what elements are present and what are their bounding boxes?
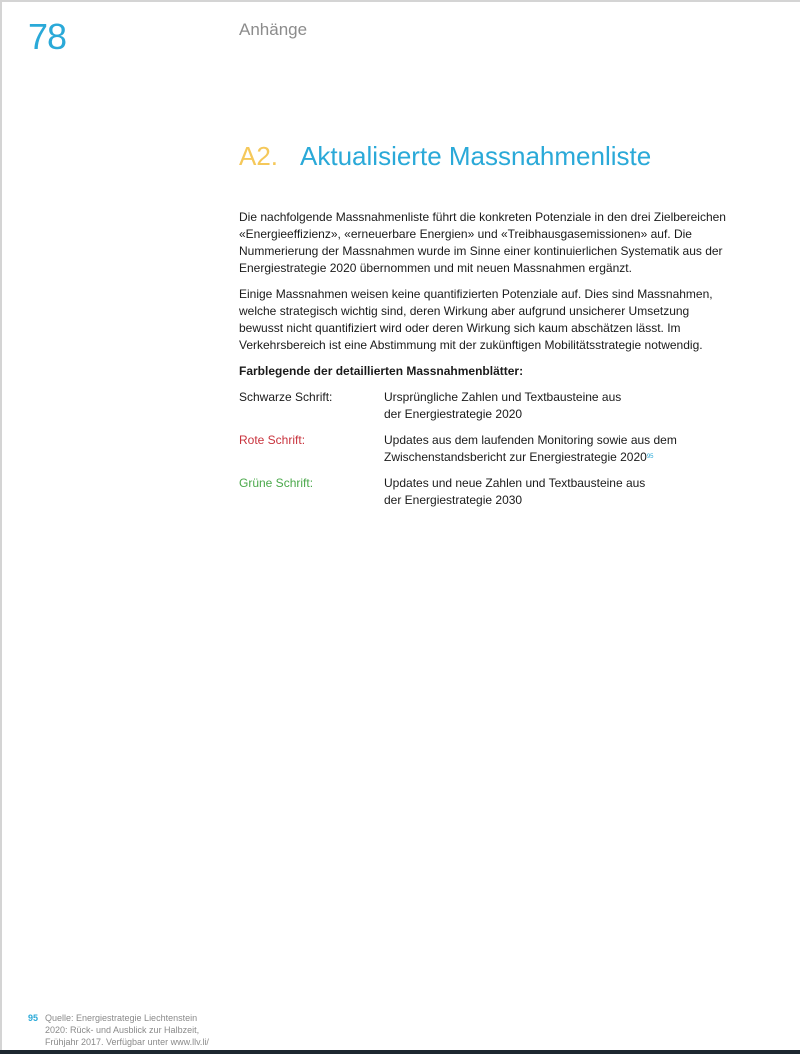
section-title: Anhänge — [239, 20, 308, 39]
footnote-line: Quelle: Energiestrategie Liechtenstein — [45, 1013, 198, 1023]
legend-line: Ursprüngliche Zahlen und Textbausteine aus — [384, 390, 622, 404]
legend-key: Rote Schrift: — [239, 433, 306, 447]
legend-row-green — [239, 475, 729, 509]
legend-description — [384, 432, 677, 466]
legend-row-black — [239, 389, 729, 423]
footnote-line: 2020: Rück- und Ausblick zur Halbzeit, — [45, 1025, 200, 1035]
legend-line: der Energiestrategie 2020 — [384, 407, 523, 421]
page-number: 78 — [28, 16, 67, 57]
footnote — [28, 1012, 209, 1048]
legend-line: der Energiestrategie 2030 — [384, 493, 523, 507]
footnote-line: Frühjahr 2017. Verfügbar unter www.llv.li/ — [45, 1037, 209, 1047]
chapter-number: A2. — [239, 141, 279, 171]
paragraph: Die nachfolgende Massnahmenliste führt die konkreten Potenziale in den drei Zielbereichen «Energieeffizienz», «erneuerbare Energien» und «Treibhausgasemissionen» auf. Die Nummerierung der Massnahmen wurde im Sinne einer kontinuierlichen Systematik aus der Energiestrategie 2020 übernommen und mit neuen Massnahmen ergänzt. — [239, 210, 726, 275]
paragraph: Einige Massnahmen weisen keine quantifizierten Potenziale auf. Dies sind Massnahmen, welche strategisch wichtig sind, deren Wirkung aber aufgrund unsicherer Umsetzung bewusst nicht quantifiziert wird oder deren Wirkung sich kaum abschätzen lässt. Im Verkehrsbereich ist eine Abstimmung mit der zukünftigen Mobilitätsstrategie notwendig. — [239, 287, 713, 352]
legend-line: Updates aus dem laufenden Monitoring sowie aus dem — [384, 433, 677, 447]
legend-row-red — [239, 432, 729, 466]
chapter-title: Aktualisierte Massnahmenliste — [300, 141, 652, 171]
legend-line: Zwischenstandsbericht zur Energiestrategie 2020 — [384, 450, 647, 464]
chapter-heading — [239, 141, 651, 172]
legend-line: Updates und neue Zahlen und Textbausteine aus — [384, 476, 646, 490]
body-text — [239, 209, 729, 518]
legend-description — [384, 389, 621, 423]
footnote-ref[interactable]: 95 — [646, 454, 654, 460]
footnote-number: 95 — [28, 1013, 39, 1023]
legend-description — [384, 475, 645, 509]
legend-key: Schwarze Schrift: — [239, 390, 333, 404]
footnote-text — [45, 1012, 209, 1048]
legend-heading: Farblegende der detaillierten Massnahmenblätter: — [239, 364, 524, 378]
legend-key: Grüne Schrift: — [239, 476, 314, 490]
